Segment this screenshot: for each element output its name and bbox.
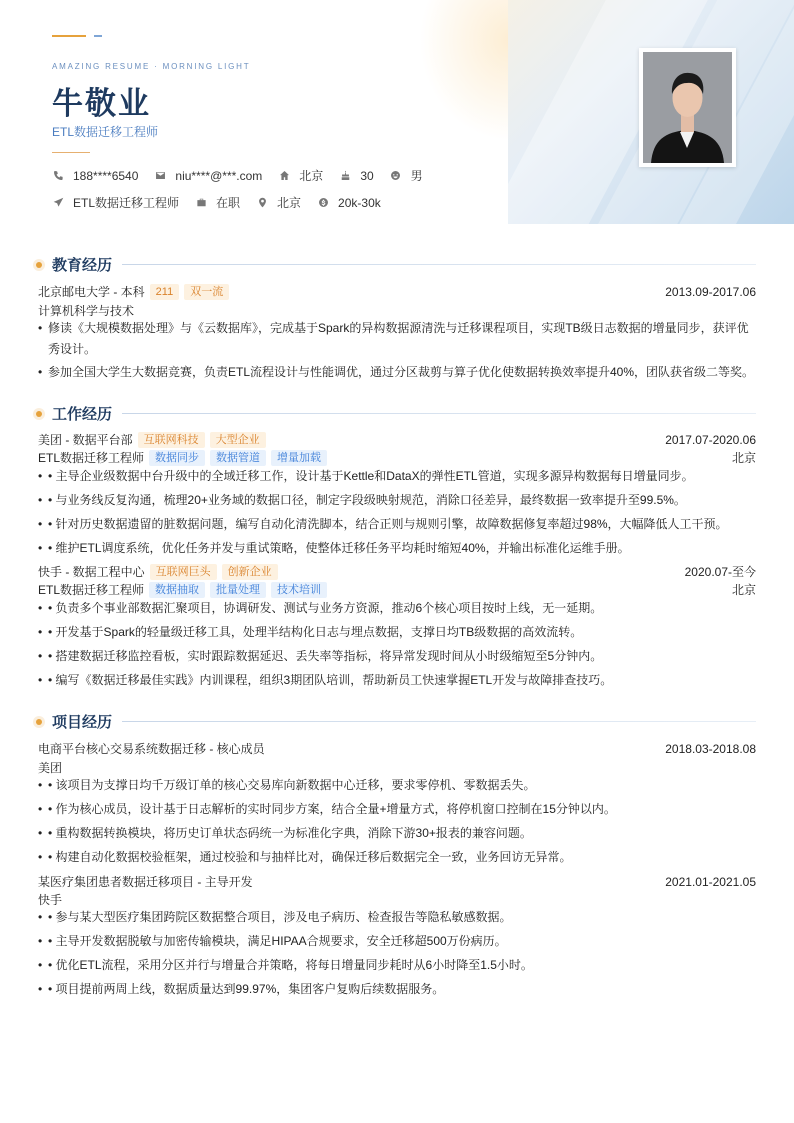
section-rule [122,721,756,722]
salary-text: 20k-30k [338,195,381,210]
send-icon [52,197,64,209]
project-bullet: • • 参与某大型医疗集团跨院区数据整合项目，涉及电子病历、检查报告等隐私敏感数据。 [38,910,512,924]
project-bullet: • • 优化ETL流程，采用分区并行与增量合并策略，将每日增量同步耗时从6小时降至1.5小时。 [38,958,533,972]
candidate-name: 牛敬业 [52,86,151,121]
skill-tag: 批量处理 [210,582,266,598]
skill-tag: 数据同步 [149,450,205,466]
resume-tagline: AMAZING RESUME · MORNING LIGHT [52,62,251,71]
school-name: 北京邮电大学 - 本科 [38,285,145,299]
phone-info [52,169,138,183]
job-bullet: • • 编写《数据迁移最佳实践》内训课程，组织3期团队培训，帮助新员工快速掌握ETL开发与故障排查技巧。 [38,673,613,687]
job-role-row [38,581,756,598]
section-dot [36,411,42,417]
job-period: 2017.07-2020.06 [665,432,756,447]
skill-tag: 增量加载 [271,450,327,466]
age-text: 30 [360,168,374,183]
cake-icon [339,170,351,182]
person-silhouette [643,52,732,163]
money-icon [317,197,329,209]
section-title: 工作经历 [52,406,113,423]
project-bullet: • • 该项目为支撑日均千万级订单的核心交易库向新数据中心迁移，要求零停机、零数据丢失。 [38,778,536,792]
project-period: 2021.01-2021.05 [665,874,756,889]
project-org: 美团 [38,761,63,775]
section-title: 教育经历 [52,257,113,274]
section-rule [122,264,756,265]
company-tag: 大型企业 [210,432,266,448]
skill-tag: 数据抽取 [149,582,205,598]
project-title-row [38,873,756,890]
project-period: 2018.03-2018.08 [665,741,756,756]
school-tag: 211 [150,284,180,300]
job-role: ETL数据迁移工程师 [38,451,145,465]
target-job-text: ETL数据迁移工程师 [73,196,180,210]
education-bullet: • 参加全国大学生大数据竞赛，负责ETL流程设计与性能调优，通过分区裁剪与算子优化使数据转换效率提升40%，团队获省级二等奖。 [38,365,755,379]
project-bullet: • • 项目提前两周上线，数据质量达到99.97%，集团客户复购后续数据服务。 [38,982,445,996]
company-name: 美团 - 数据平台部 [38,433,133,447]
project-bullet: • • 主导开发数据脱敏与加密传输模块，满足HIPAA合规要求，安全迁移超500万份病历。 [38,934,507,948]
status-text: 在职 [216,196,241,210]
location-text: 北京 [277,196,302,210]
skill-tag: 技术培训 [271,582,327,598]
job-city: 北京 [731,583,756,597]
job-period: 2020.07-至今 [684,565,756,579]
company-tag: 互联网巨头 [150,564,217,580]
profile-photo [643,52,732,163]
project-bullet: • • 作为核心成员，设计基于日志解析的实时同步方案，结合全量+增量方式，将停机窗口控制在15分钟以内。 [38,802,616,816]
email-info [154,169,262,183]
major: 计算机科学与技术 [38,304,135,318]
city-info [278,167,323,184]
profile-photo-frame [639,48,736,167]
salary-info [317,196,381,210]
project-bullet: • • 构建自动化数据校验框架，通过校验和与抽样比对，确保迁移后数据完全一致，业务回访无异常。 [38,850,572,864]
email-text: niu****@***.com [175,168,263,183]
status-info [195,194,240,211]
job-bullet: • • 与业务线反复沟通，梳理20+业务域的数据口径，制定字段级映射规范，消除口径差异，最终数据一致率提升至99.5%。 [38,493,686,507]
job-bullet: • • 搭建数据迁移监控看板，实时跟踪数据延迟、丢失率等指标，将异常发现时间从小时级缩短至5分钟内。 [38,649,603,663]
job-bullet: • • 维护ETL调度系统，优化任务并发与重试策略，使整体迁移任务平均耗时缩短40%，并输出标准化运维手册。 [38,541,630,555]
accent-line-orange [52,35,86,37]
section-rule [122,413,756,414]
job-bullet: • • 开发基于Spark的轻量级迁移工具，处理半结构化日志与埋点数据，支撑日均TB级数据的高效流转。 [38,625,583,639]
job-info-row [52,194,397,211]
location-pin-icon [256,197,268,209]
job-company-row [38,563,756,580]
mail-icon [154,170,166,182]
education-section-header [36,254,756,275]
project-title-row [38,740,756,757]
section-dot [36,719,42,725]
job-bullet: • • 针对历史数据遗留的脏数据问题，编写自动化清洗脚本，结合正则与规则引擎，故障数据修复率超过98%，大幅降低人工干预。 [38,517,728,531]
project-org: 快手 [38,893,63,907]
job-title: ETL数据迁移工程师 [52,125,159,139]
project-name: 某医疗集团患者数据迁移项目 - 主导开发 [38,875,253,889]
title-divider [52,152,90,153]
company-tag: 创新企业 [222,564,278,580]
company-tag: 互联网科技 [138,432,205,448]
job-company-row [38,431,756,448]
phone-text: 188****6540 [73,168,139,183]
school-tag: 双一流 [184,284,229,300]
age-info [339,169,373,183]
skill-tag: 数据管道 [210,450,266,466]
gender-text: 男 [410,169,423,183]
work-section-header [36,403,756,424]
city-text: 北京 [299,169,324,183]
job-role: ETL数据迁移工程师 [38,583,145,597]
contact-info-row [52,167,439,184]
company-name: 快手 - 数据工程中心 [38,565,145,579]
section-title: 项目经历 [52,714,113,731]
job-role-row [38,449,756,466]
briefcase-icon [195,197,207,209]
job-city: 北京 [731,451,756,465]
smile-icon [390,170,402,182]
accent-line-blue [94,35,102,37]
education-entry [38,283,756,300]
project-name: 电商平台核心交易系统数据迁移 - 核心成员 [38,742,265,756]
project-bullet: • • 重构数据转换模块，将历史订单状态码统一为标准化字典，消除下游30+报表的兼容问题。 [38,826,532,840]
job-bullet: • • 负责多个事业部数据汇聚项目，协调研发、测试与业务方资源，推动6个核心项目按时上线，无一延期。 [38,601,603,615]
education-period: 2013.09-2017.06 [665,284,756,299]
education-bullet: • 修读《大规模数据处理》与《云数据库》，完成基于Spark的异构数据源清洗与迁移课程项目，实现TB级日志数据的增量同步，获评优秀设计。 [38,321,749,356]
gender-info [390,167,423,184]
projects-section-header [36,711,756,732]
target-job-info [52,194,179,211]
section-dot [36,262,42,268]
job-bullet: • • 主导企业级数据中台升级中的全域迁移工作，设计基于Kettle和DataX的弹性ETL管道，实现多源异构数据每日增量同步。 [38,469,694,483]
phone-icon [52,170,64,182]
location-info [256,194,301,211]
home-icon [278,170,290,182]
